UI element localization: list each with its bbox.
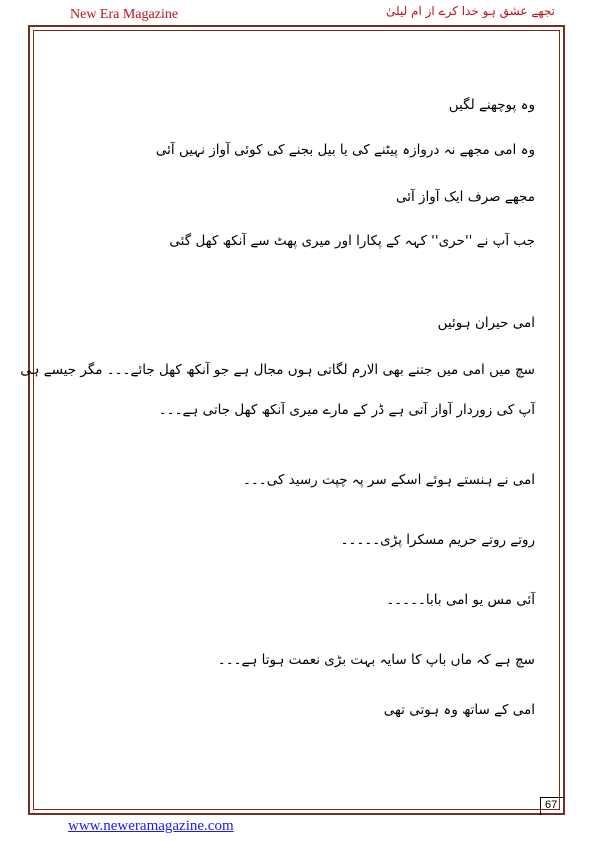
website-link[interactable]: www.neweramagazine.com [68, 818, 234, 834]
paragraph: وہ امی مجھے نہ دروازہ پیٹنے کی یا بیل بجنے کی کوئی آواز نہیں آئی [155, 142, 535, 158]
paragraph: امی نے ہنستے ہوئے اسکے سر پہ چپت رسید کی۔۔۔ [242, 472, 535, 488]
paragraph: آپ کی زوردار آواز آتی ہے ڈر کے مارے میری آنکھ کھل جاتی ہے۔۔۔ [158, 402, 535, 418]
paragraph: سچ میں امی میں جتنے بھی الارم لگاتی ہوں مجال ہے جو آنکھ کھل جائے۔۔۔ مگر جیسے ہی [20, 362, 535, 378]
story-title: تجھے عشق ہو خدا کرے از ام لیلیٰ [385, 4, 555, 18]
paragraph: روتے روتے حریم مسکرا پڑی۔۔۔۔۔ [340, 532, 535, 548]
magazine-name: New Era Magazine [70, 7, 179, 22]
paragraph: آئی مس یو امی بابا۔۔۔۔۔ [386, 592, 535, 608]
story-body [20, 0, 535, 842]
paragraph: امی کے ساتھ وہ ہوتی تھی [383, 702, 535, 718]
paragraph: مجھے صرف ایک آواز آئی [395, 189, 535, 205]
paragraph: سچ ہے کہ ماں باپ کا سایہ بہت بڑی نعمت ہوتا ہے۔۔۔ [217, 652, 535, 668]
paragraph: امی حیران ہوئیں [437, 315, 535, 331]
paragraph: جب آپ نے ''حری'' کہہ کے پکارا اور میری پھٹ سے آنکھ کھل گئی [169, 233, 535, 249]
paragraph: وہ پوچھنے لگیں [448, 97, 535, 113]
page-number: 67 [545, 799, 558, 811]
